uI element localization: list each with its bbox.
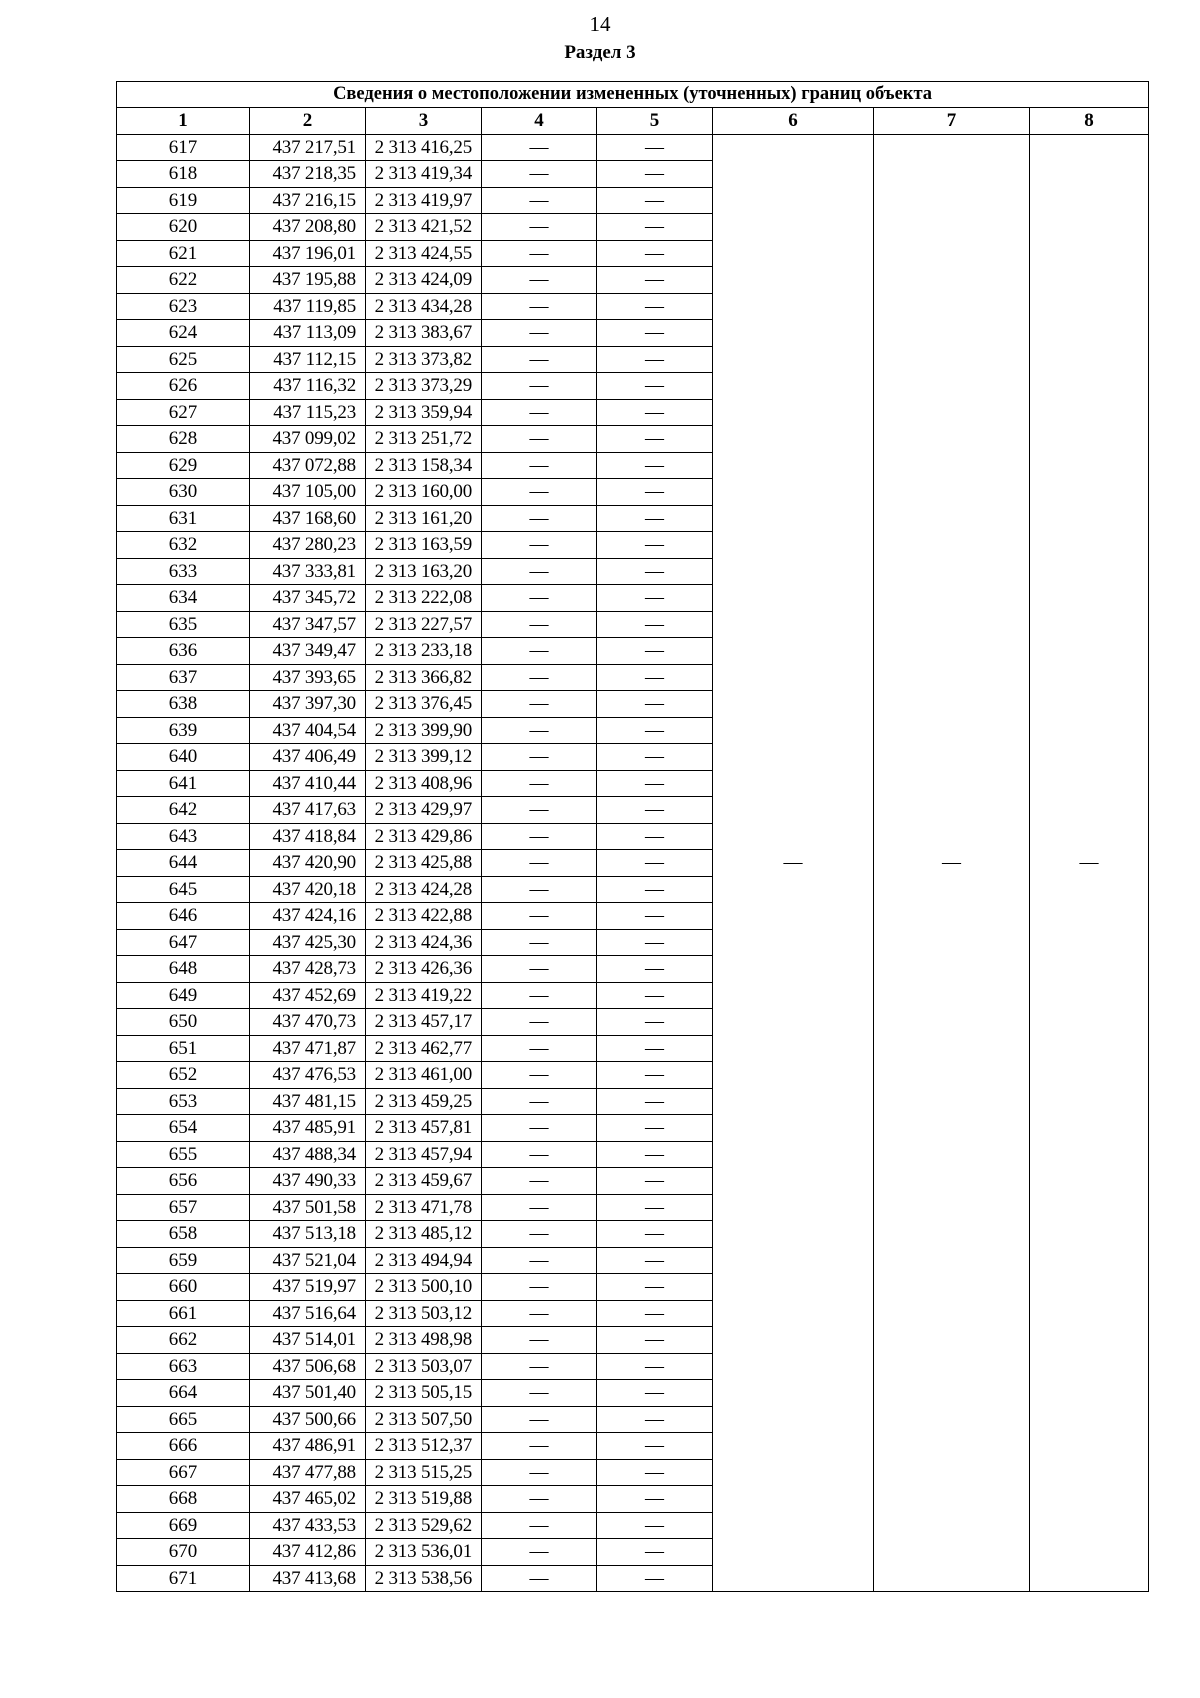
column-5-cell: — [597, 1035, 713, 1062]
column-4-cell: — [482, 1300, 597, 1327]
x-coordinate-cell: 437 345,72 [250, 585, 366, 612]
x-coordinate-cell: 437 425,30 [250, 929, 366, 956]
column-header: 2 [250, 108, 366, 135]
y-coordinate-cell: 2 313 373,29 [366, 373, 482, 400]
column-5-cell: — [597, 611, 713, 638]
x-coordinate-cell: 437 433,53 [250, 1512, 366, 1539]
point-number-cell: 654 [117, 1115, 250, 1142]
column-4-cell: — [482, 1141, 597, 1168]
column-5-cell: — [597, 1274, 713, 1301]
x-coordinate-cell: 437 516,64 [250, 1300, 366, 1327]
column-4-cell: — [482, 399, 597, 426]
column-4-cell: — [482, 134, 597, 161]
column-4-cell: — [482, 293, 597, 320]
column-4-cell: — [482, 903, 597, 930]
section-title: Раздел 3 [564, 42, 636, 63]
x-coordinate-cell: 437 412,86 [250, 1539, 366, 1566]
column-5-cell: — [597, 187, 713, 214]
y-coordinate-cell: 2 313 422,88 [366, 903, 482, 930]
column-5-cell: — [597, 1565, 713, 1592]
column-4-cell: — [482, 479, 597, 506]
column-4-cell: — [482, 1194, 597, 1221]
column-5-cell: — [597, 691, 713, 718]
column-5-cell: — [597, 664, 713, 691]
column-4-cell: — [482, 1062, 597, 1089]
column-4-cell: — [482, 214, 597, 241]
column-4-cell: — [482, 585, 597, 612]
column-5-cell: — [597, 1300, 713, 1327]
x-coordinate-cell: 437 404,54 [250, 717, 366, 744]
y-coordinate-cell: 2 313 459,25 [366, 1088, 482, 1115]
column-4-cell: — [482, 717, 597, 744]
column-5-cell: — [597, 797, 713, 824]
column-4-cell: — [482, 611, 597, 638]
column-5-cell: — [597, 1486, 713, 1513]
point-number-cell: 663 [117, 1353, 250, 1380]
x-coordinate-cell: 437 349,47 [250, 638, 366, 665]
column-4-cell: — [482, 1486, 597, 1513]
column-4-cell: — [482, 1009, 597, 1036]
column-4-cell: — [482, 664, 597, 691]
y-coordinate-cell: 2 313 424,36 [366, 929, 482, 956]
point-number-cell: 668 [117, 1486, 250, 1513]
point-number-cell: 667 [117, 1459, 250, 1486]
y-coordinate-cell: 2 313 457,17 [366, 1009, 482, 1036]
column-5-cell: — [597, 638, 713, 665]
point-number-cell: 643 [117, 823, 250, 850]
column-4-cell: — [482, 1353, 597, 1380]
x-coordinate-cell: 437 481,15 [250, 1088, 366, 1115]
point-number-cell: 669 [117, 1512, 250, 1539]
y-coordinate-cell: 2 313 461,00 [366, 1062, 482, 1089]
column-4-cell: — [482, 161, 597, 188]
x-coordinate-cell: 437 099,02 [250, 426, 366, 453]
column-4-cell: — [482, 1380, 597, 1407]
point-number-cell: 640 [117, 744, 250, 771]
column-5-cell: — [597, 1539, 713, 1566]
y-coordinate-cell: 2 313 399,90 [366, 717, 482, 744]
column-5-cell: — [597, 1512, 713, 1539]
y-coordinate-cell: 2 313 505,15 [366, 1380, 482, 1407]
x-coordinate-cell: 437 410,44 [250, 770, 366, 797]
column-4-cell: — [482, 982, 597, 1009]
y-coordinate-cell: 2 313 459,67 [366, 1168, 482, 1195]
column-4-cell: — [482, 187, 597, 214]
column-5-cell: — [597, 956, 713, 983]
x-coordinate-cell: 437 196,01 [250, 240, 366, 267]
table-caption-row [117, 82, 1149, 108]
column-5-cell: — [597, 850, 713, 877]
y-coordinate-cell: 2 313 471,78 [366, 1194, 482, 1221]
column-6-merged-cell: — [713, 134, 874, 1592]
point-number-cell: 646 [117, 903, 250, 930]
column-5-cell: — [597, 267, 713, 294]
column-4-cell: — [482, 638, 597, 665]
point-number-cell: 648 [117, 956, 250, 983]
point-number-cell: 649 [117, 982, 250, 1009]
point-number-cell: 627 [117, 399, 250, 426]
x-coordinate-cell: 437 116,32 [250, 373, 366, 400]
column-5-cell: — [597, 558, 713, 585]
column-5-cell: — [597, 161, 713, 188]
y-coordinate-cell: 2 313 426,36 [366, 956, 482, 983]
column-4-cell: — [482, 1168, 597, 1195]
y-coordinate-cell: 2 313 163,20 [366, 558, 482, 585]
y-coordinate-cell: 2 313 519,88 [366, 1486, 482, 1513]
column-5-cell: — [597, 346, 713, 373]
y-coordinate-cell: 2 313 222,08 [366, 585, 482, 612]
column-5-cell: — [597, 373, 713, 400]
point-number-cell: 632 [117, 532, 250, 559]
x-coordinate-cell: 437 119,85 [250, 293, 366, 320]
x-coordinate-cell: 437 280,23 [250, 532, 366, 559]
column-4-cell: — [482, 558, 597, 585]
point-number-cell: 620 [117, 214, 250, 241]
column-5-cell: — [597, 770, 713, 797]
column-4-cell: — [482, 823, 597, 850]
point-number-cell: 622 [117, 267, 250, 294]
y-coordinate-cell: 2 313 416,25 [366, 134, 482, 161]
y-coordinate-cell: 2 313 399,12 [366, 744, 482, 771]
column-5-cell: — [597, 1380, 713, 1407]
column-4-cell: — [482, 1512, 597, 1539]
column-4-cell: — [482, 1088, 597, 1115]
point-number-cell: 617 [117, 134, 250, 161]
y-coordinate-cell: 2 313 421,52 [366, 214, 482, 241]
column-5-cell: — [597, 1221, 713, 1248]
x-coordinate-cell: 437 397,30 [250, 691, 366, 718]
y-coordinate-cell: 2 313 366,82 [366, 664, 482, 691]
column-4-cell: — [482, 373, 597, 400]
point-number-cell: 662 [117, 1327, 250, 1354]
column-4-cell: — [482, 876, 597, 903]
x-coordinate-cell: 437 072,88 [250, 452, 366, 479]
point-number-cell: 623 [117, 293, 250, 320]
column-5-cell: — [597, 1115, 713, 1142]
point-number-cell: 647 [117, 929, 250, 956]
y-coordinate-cell: 2 313 538,56 [366, 1565, 482, 1592]
column-5-cell: — [597, 214, 713, 241]
y-coordinate-cell: 2 313 512,37 [366, 1433, 482, 1460]
column-4-cell: — [482, 1115, 597, 1142]
x-coordinate-cell: 437 514,01 [250, 1327, 366, 1354]
point-number-cell: 664 [117, 1380, 250, 1407]
y-coordinate-cell: 2 313 251,72 [366, 426, 482, 453]
point-number-cell: 636 [117, 638, 250, 665]
column-5-cell: — [597, 505, 713, 532]
x-coordinate-cell: 437 513,18 [250, 1221, 366, 1248]
y-coordinate-cell: 2 313 425,88 [366, 850, 482, 877]
column-5-cell: — [597, 1168, 713, 1195]
y-coordinate-cell: 2 313 160,00 [366, 479, 482, 506]
x-coordinate-cell: 437 501,40 [250, 1380, 366, 1407]
column-4-cell: — [482, 240, 597, 267]
point-number-cell: 629 [117, 452, 250, 479]
point-number-cell: 670 [117, 1539, 250, 1566]
y-coordinate-cell: 2 313 376,45 [366, 691, 482, 718]
y-coordinate-cell: 2 313 503,12 [366, 1300, 482, 1327]
point-number-cell: 638 [117, 691, 250, 718]
column-4-cell: — [482, 1406, 597, 1433]
x-coordinate-cell: 437 476,53 [250, 1062, 366, 1089]
column-header-row [117, 108, 1149, 135]
column-header: 3 [366, 108, 482, 135]
column-5-cell: — [597, 876, 713, 903]
column-5-cell: — [597, 585, 713, 612]
point-number-cell: 624 [117, 320, 250, 347]
y-coordinate-cell: 2 313 503,07 [366, 1353, 482, 1380]
column-4-cell: — [482, 452, 597, 479]
column-4-cell: — [482, 850, 597, 877]
column-5-cell: — [597, 1433, 713, 1460]
y-coordinate-cell: 2 313 227,57 [366, 611, 482, 638]
column-5-cell: — [597, 1247, 713, 1274]
y-coordinate-cell: 2 313 408,96 [366, 770, 482, 797]
y-coordinate-cell: 2 313 424,09 [366, 267, 482, 294]
column-4-cell: — [482, 1565, 597, 1592]
column-5-cell: — [597, 1353, 713, 1380]
table-row [117, 134, 1149, 161]
point-number-cell: 658 [117, 1221, 250, 1248]
column-4-cell: — [482, 320, 597, 347]
y-coordinate-cell: 2 313 163,59 [366, 532, 482, 559]
x-coordinate-cell: 437 420,18 [250, 876, 366, 903]
x-coordinate-cell: 437 195,88 [250, 267, 366, 294]
point-number-cell: 628 [117, 426, 250, 453]
point-number-cell: 637 [117, 664, 250, 691]
point-number-cell: 635 [117, 611, 250, 638]
y-coordinate-cell: 2 313 457,94 [366, 1141, 482, 1168]
x-coordinate-cell: 437 208,80 [250, 214, 366, 241]
point-number-cell: 665 [117, 1406, 250, 1433]
x-coordinate-cell: 437 500,66 [250, 1406, 366, 1433]
point-number-cell: 661 [117, 1300, 250, 1327]
y-coordinate-cell: 2 313 485,12 [366, 1221, 482, 1248]
x-coordinate-cell: 437 393,65 [250, 664, 366, 691]
x-coordinate-cell: 437 218,35 [250, 161, 366, 188]
x-coordinate-cell: 437 417,63 [250, 797, 366, 824]
column-header: 6 [713, 108, 874, 135]
y-coordinate-cell: 2 313 429,97 [366, 797, 482, 824]
y-coordinate-cell: 2 313 233,18 [366, 638, 482, 665]
x-coordinate-cell: 437 490,33 [250, 1168, 366, 1195]
point-number-cell: 657 [117, 1194, 250, 1221]
column-5-cell: — [597, 293, 713, 320]
column-4-cell: — [482, 1221, 597, 1248]
column-4-cell: — [482, 505, 597, 532]
column-7-merged-cell: — [874, 134, 1030, 1592]
x-coordinate-cell: 437 112,15 [250, 346, 366, 373]
column-4-cell: — [482, 1539, 597, 1566]
x-coordinate-cell: 437 477,88 [250, 1459, 366, 1486]
column-4-cell: — [482, 956, 597, 983]
x-coordinate-cell: 437 333,81 [250, 558, 366, 585]
point-number-cell: 655 [117, 1141, 250, 1168]
y-coordinate-cell: 2 313 373,82 [366, 346, 482, 373]
point-number-cell: 631 [117, 505, 250, 532]
column-5-cell: — [597, 1062, 713, 1089]
x-coordinate-cell: 437 413,68 [250, 1565, 366, 1592]
column-4-cell: — [482, 1247, 597, 1274]
y-coordinate-cell: 2 313 500,10 [366, 1274, 482, 1301]
x-coordinate-cell: 437 486,91 [250, 1433, 366, 1460]
x-coordinate-cell: 437 406,49 [250, 744, 366, 771]
y-coordinate-cell: 2 313 158,34 [366, 452, 482, 479]
column-5-cell: — [597, 1406, 713, 1433]
point-number-cell: 650 [117, 1009, 250, 1036]
column-5-cell: — [597, 1088, 713, 1115]
column-header: 4 [482, 108, 597, 135]
x-coordinate-cell: 437 347,57 [250, 611, 366, 638]
y-coordinate-cell: 2 313 529,62 [366, 1512, 482, 1539]
point-number-cell: 641 [117, 770, 250, 797]
point-number-cell: 659 [117, 1247, 250, 1274]
point-number-cell: 633 [117, 558, 250, 585]
point-number-cell: 618 [117, 161, 250, 188]
column-4-cell: — [482, 1459, 597, 1486]
x-coordinate-cell: 437 105,00 [250, 479, 366, 506]
x-coordinate-cell: 437 113,09 [250, 320, 366, 347]
x-coordinate-cell: 437 485,91 [250, 1115, 366, 1142]
column-5-cell: — [597, 1194, 713, 1221]
column-5-cell: — [597, 982, 713, 1009]
x-coordinate-cell: 437 420,90 [250, 850, 366, 877]
column-4-cell: — [482, 770, 597, 797]
column-5-cell: — [597, 399, 713, 426]
column-header: 5 [597, 108, 713, 135]
column-5-cell: — [597, 717, 713, 744]
column-5-cell: — [597, 532, 713, 559]
column-8-merged-cell: — [1030, 134, 1149, 1592]
column-4-cell: — [482, 929, 597, 956]
point-number-cell: 642 [117, 797, 250, 824]
column-4-cell: — [482, 532, 597, 559]
column-4-cell: — [482, 797, 597, 824]
column-5-cell: — [597, 1459, 713, 1486]
column-5-cell: — [597, 134, 713, 161]
x-coordinate-cell: 437 418,84 [250, 823, 366, 850]
column-header: 7 [874, 108, 1030, 135]
y-coordinate-cell: 2 313 419,34 [366, 161, 482, 188]
column-4-cell: — [482, 744, 597, 771]
column-4-cell: — [482, 1433, 597, 1460]
column-5-cell: — [597, 240, 713, 267]
column-5-cell: — [597, 1327, 713, 1354]
y-coordinate-cell: 2 313 419,22 [366, 982, 482, 1009]
point-number-cell: 656 [117, 1168, 250, 1195]
point-number-cell: 645 [117, 876, 250, 903]
point-number-cell: 630 [117, 479, 250, 506]
x-coordinate-cell: 437 216,15 [250, 187, 366, 214]
column-5-cell: — [597, 452, 713, 479]
column-5-cell: — [597, 479, 713, 506]
y-coordinate-cell: 2 313 462,77 [366, 1035, 482, 1062]
point-number-cell: 653 [117, 1088, 250, 1115]
x-coordinate-cell: 437 428,73 [250, 956, 366, 983]
x-coordinate-cell: 437 452,69 [250, 982, 366, 1009]
point-number-cell: 625 [117, 346, 250, 373]
x-coordinate-cell: 437 521,04 [250, 1247, 366, 1274]
x-coordinate-cell: 437 465,02 [250, 1486, 366, 1513]
column-5-cell: — [597, 823, 713, 850]
y-coordinate-cell: 2 313 515,25 [366, 1459, 482, 1486]
y-coordinate-cell: 2 313 434,28 [366, 293, 482, 320]
y-coordinate-cell: 2 313 429,86 [366, 823, 482, 850]
point-number-cell: 671 [117, 1565, 250, 1592]
y-coordinate-cell: 2 313 161,20 [366, 505, 482, 532]
column-5-cell: — [597, 929, 713, 956]
point-number-cell: 619 [117, 187, 250, 214]
page-number: 14 [589, 12, 611, 36]
column-4-cell: — [482, 1035, 597, 1062]
y-coordinate-cell: 2 313 424,55 [366, 240, 482, 267]
column-4-cell: — [482, 1274, 597, 1301]
column-4-cell: — [482, 267, 597, 294]
point-number-cell: 651 [117, 1035, 250, 1062]
column-5-cell: — [597, 320, 713, 347]
column-5-cell: — [597, 1141, 713, 1168]
x-coordinate-cell: 437 488,34 [250, 1141, 366, 1168]
column-5-cell: — [597, 744, 713, 771]
point-number-cell: 644 [117, 850, 250, 877]
x-coordinate-cell: 437 168,60 [250, 505, 366, 532]
column-4-cell: — [482, 691, 597, 718]
column-5-cell: — [597, 1009, 713, 1036]
y-coordinate-cell: 2 313 359,94 [366, 399, 482, 426]
column-5-cell: — [597, 426, 713, 453]
point-number-cell: 666 [117, 1433, 250, 1460]
point-number-cell: 652 [117, 1062, 250, 1089]
column-header: 1 [117, 108, 250, 135]
x-coordinate-cell: 437 217,51 [250, 134, 366, 161]
table-caption: Сведения о местоположении измененных (уточненных) границ объекта [117, 82, 1149, 108]
point-number-cell: 621 [117, 240, 250, 267]
point-number-cell: 639 [117, 717, 250, 744]
x-coordinate-cell: 437 506,68 [250, 1353, 366, 1380]
coordinates-table [116, 81, 1149, 1592]
point-number-cell: 660 [117, 1274, 250, 1301]
x-coordinate-cell: 437 471,87 [250, 1035, 366, 1062]
y-coordinate-cell: 2 313 383,67 [366, 320, 482, 347]
x-coordinate-cell: 437 519,97 [250, 1274, 366, 1301]
y-coordinate-cell: 2 313 498,98 [366, 1327, 482, 1354]
y-coordinate-cell: 2 313 536,01 [366, 1539, 482, 1566]
column-header: 8 [1030, 108, 1149, 135]
y-coordinate-cell: 2 313 419,97 [366, 187, 482, 214]
y-coordinate-cell: 2 313 424,28 [366, 876, 482, 903]
x-coordinate-cell: 437 115,23 [250, 399, 366, 426]
y-coordinate-cell: 2 313 507,50 [366, 1406, 482, 1433]
table-body [117, 134, 1149, 1592]
column-5-cell: — [597, 903, 713, 930]
x-coordinate-cell: 437 424,16 [250, 903, 366, 930]
x-coordinate-cell: 437 501,58 [250, 1194, 366, 1221]
y-coordinate-cell: 2 313 457,81 [366, 1115, 482, 1142]
x-coordinate-cell: 437 470,73 [250, 1009, 366, 1036]
point-number-cell: 626 [117, 373, 250, 400]
column-4-cell: — [482, 426, 597, 453]
column-4-cell: — [482, 1327, 597, 1354]
y-coordinate-cell: 2 313 494,94 [366, 1247, 482, 1274]
column-4-cell: — [482, 346, 597, 373]
point-number-cell: 634 [117, 585, 250, 612]
